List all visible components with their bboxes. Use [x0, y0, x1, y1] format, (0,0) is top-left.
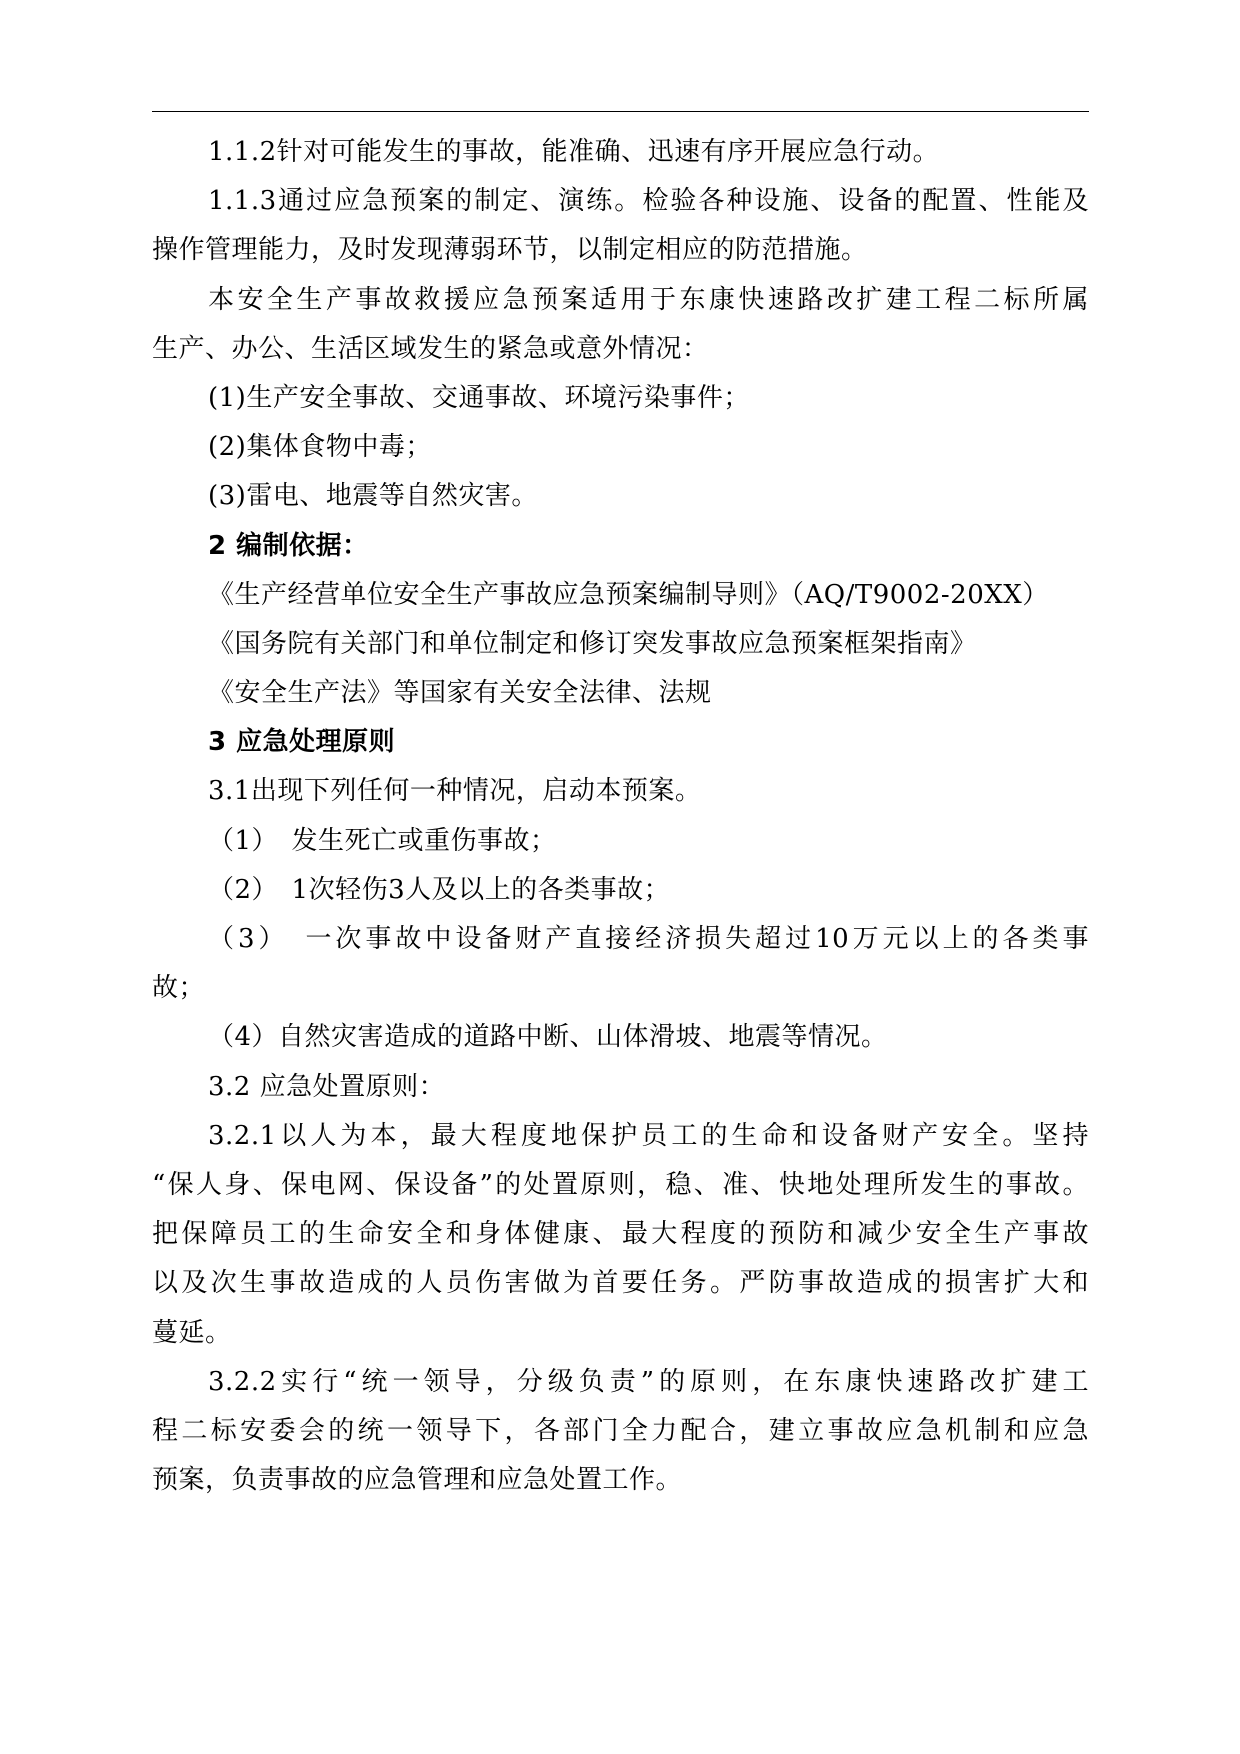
text-line: 《安全生产法》等国家有关安全法律、法规 [208, 678, 712, 709]
text-line: 3.2.2实行“统一领导，分级负责”的原则，在东康快速路改扩建工 [208, 1366, 1089, 1397]
text-line: 操作管理能力，及时发现薄弱环节，以制定相应的防范措施。 [152, 235, 868, 266]
text-line: 3.2 应急处置原则： [208, 1071, 446, 1102]
text-line: 《生产经营单位安全生产事故应急预案编制导则》（AQ/T9002-20XX） [208, 579, 1049, 610]
text-line: 生产、办公、生活区域发生的紧急或意外情况： [152, 333, 709, 364]
text-line: (2)集体食物中毒； [208, 432, 432, 463]
text-line: 3.1出现下列任何一种情况，启动本预案。 [208, 776, 702, 807]
text-line: 预案，负责事故的应急管理和应急处置工作。 [152, 1465, 683, 1496]
text-line: （3） 一次事故中设备财产直接经济损失超过10万元以上的各类事 [208, 924, 1089, 954]
text-line: （1） 发生死亡或重伤事故； [208, 825, 557, 856]
section-heading: 3 应急处理原则 [208, 727, 396, 758]
text-line: (3)雷电、地震等自然灾害。 [208, 481, 538, 512]
text-line: （4）自然灾害造成的道路中断、山体滑坡、地震等情况。 [208, 1022, 888, 1053]
text-line: 程二标安委会的统一领导下，各部门全力配合，建立事故应急机制和应急 [152, 1415, 1089, 1446]
text-line: 蔓延。 [152, 1317, 232, 1348]
text-line: 故； [152, 973, 206, 1004]
text-line: 本安全生产事故救援应急预案适用于东康快速路改扩建工程二标所属 [208, 284, 1089, 315]
section-heading: 2 编制依据： [208, 530, 369, 561]
document-body [152, 128, 1089, 1505]
text-line: 以及次生事故造成的人员伤害做为首要任务。严防事故造成的损害扩大和 [152, 1268, 1089, 1299]
text-line: 1.1.3通过应急预案的制定、演练。检验各种设施、设备的配置、性能及 [208, 186, 1089, 217]
text-line: 1.1.2针对可能发生的事故，能准确、迅速有序开展应急行动。 [208, 137, 940, 167]
text-line: 《国务院有关部门和单位制定和修订突发事故应急预案框架指南》 [208, 628, 977, 659]
text-line: 把保障员工的生命安全和身体健康、最大程度的预防和减少安全生产事故 [152, 1219, 1089, 1250]
text-line: （2） 1次轻伤3人及以上的各类事故； [208, 874, 671, 905]
text-line: 3.2.1以人为本，最大程度地保护员工的生命和设备财产安全。坚持 [208, 1120, 1089, 1151]
text-line: “保人身、保电网、保设备”的处置原则，稳、准、快地处理所发生的事故。 [152, 1169, 1089, 1200]
header-rule [152, 111, 1089, 112]
text-line: (1)生产安全事故、交通事故、环境污染事件； [208, 382, 750, 413]
